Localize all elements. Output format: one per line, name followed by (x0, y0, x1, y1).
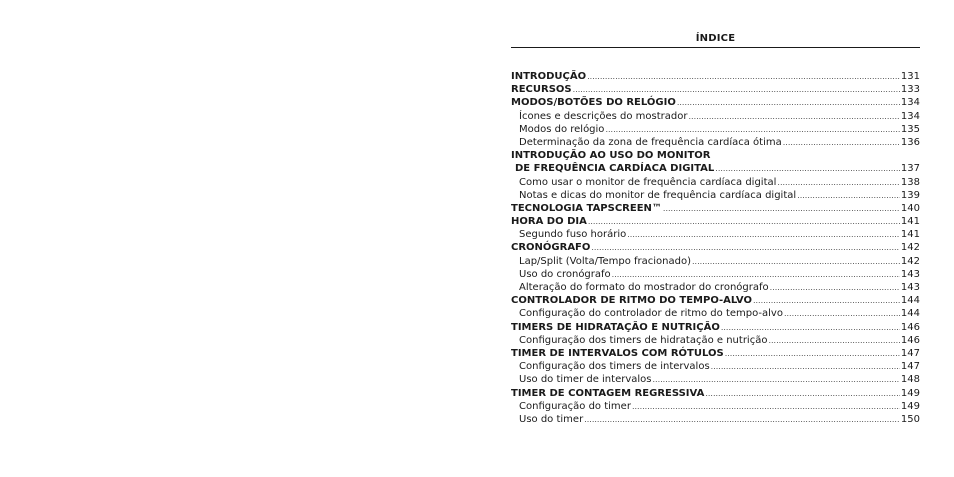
dot-leader (721, 321, 900, 334)
toc-entry-title: Segundo fuso horário (519, 229, 627, 241)
toc-entry-page: 133 (900, 84, 920, 96)
toc-entry[interactable] (511, 110, 920, 123)
toc-entry-title: CRONÓGRAFO (511, 242, 591, 254)
toc-entry-page: 150 (900, 413, 920, 425)
toc-entry-title: TECNOLOGIA TAPSCREEN™ (511, 202, 662, 214)
toc-entry[interactable] (511, 189, 920, 202)
toc-entry[interactable] (511, 334, 920, 347)
dot-leader (588, 215, 900, 228)
dot-leader (705, 387, 900, 400)
toc-entry-page: 142 (900, 242, 920, 254)
toc-entry-title: INTRODUÇÃO (511, 71, 587, 82)
toc-entry-title: TIMER DE CONTAGEM REGRESSIVA (511, 387, 705, 399)
toc-entry-title: Como usar o monitor de frequência cardíaca digital (519, 176, 777, 188)
toc-entry[interactable] (511, 70, 920, 83)
dot-leader (715, 162, 900, 175)
dot-leader (725, 347, 900, 360)
toc-entry-title: INTRODUÇÃO AO USO DO MONITOR (511, 150, 711, 162)
toc-entry-title: Configuração dos timers de intervalos (519, 361, 710, 373)
toc-entry-title: Notas e dicas do monitor de frequência cardíaca digital (519, 189, 797, 201)
toc-entry-page: 136 (900, 136, 920, 148)
toc-entry-page: 147 (900, 361, 920, 373)
dot-leader (591, 241, 900, 254)
toc-entry-page: 141 (900, 216, 920, 228)
dot-leader (587, 70, 900, 83)
dot-leader (605, 123, 899, 136)
dot-leader (612, 268, 900, 281)
table-of-contents (511, 70, 920, 426)
toc-entry-page: 146 (900, 334, 920, 346)
toc-entry[interactable] (511, 387, 920, 400)
toc-entry-title: Uso do timer de intervalos (519, 374, 652, 386)
toc-entry-page: 148 (900, 374, 920, 386)
toc-entry[interactable] (511, 215, 920, 228)
dot-leader (663, 202, 900, 215)
toc-entry[interactable] (511, 123, 920, 136)
toc-entry-page: 137 (900, 163, 920, 175)
title-rule (511, 47, 920, 48)
toc-entry-title: RECURSOS (511, 84, 572, 96)
dot-leader (653, 373, 900, 386)
toc-entry[interactable] (511, 162, 920, 175)
toc-entry[interactable] (511, 321, 920, 334)
toc-entry[interactable] (511, 413, 920, 426)
toc-entry[interactable] (511, 307, 920, 320)
toc-entry-title: Configuração do timer (519, 400, 631, 412)
toc-entry[interactable] (511, 281, 920, 294)
toc-entry-title: Lap/Split (Volta/Tempo fracionado) (519, 255, 691, 267)
dot-leader (753, 294, 900, 307)
toc-entry-title: MODOS/BOTÕES DO RELÓGIO (511, 97, 676, 109)
toc-entry-page: 143 (900, 268, 920, 280)
toc-entry-title: DE FREQUÊNCIA CARDÍACA DIGITAL (515, 163, 715, 175)
toc-entry[interactable] (511, 347, 920, 360)
toc-entry[interactable] (511, 294, 920, 307)
toc-entry[interactable] (511, 360, 920, 373)
dot-leader (627, 228, 900, 241)
dot-leader (632, 400, 900, 413)
toc-entry-title: Modos do relógio (519, 123, 605, 135)
toc-entry-page: 139 (900, 189, 920, 201)
toc-entry[interactable] (511, 255, 920, 268)
toc-entry-title: TIMERS DE HIDRATAÇÃO E NUTRIÇÃO (511, 321, 720, 333)
dot-leader (770, 281, 900, 294)
toc-entry[interactable] (511, 83, 920, 96)
toc-entry-title: Configuração dos timers de hidratação e nutrição (519, 334, 768, 346)
toc-entry-page: 146 (900, 321, 920, 333)
page-title: ÍNDICE (695, 33, 736, 44)
dot-leader (692, 255, 900, 268)
toc-entry-page: 142 (900, 255, 920, 267)
toc-entry-page: 135 (900, 123, 920, 135)
toc-entry[interactable] (511, 136, 920, 149)
dot-leader (768, 334, 899, 347)
dot-leader (688, 110, 899, 123)
toc-entry[interactable] (511, 202, 920, 215)
toc-entry[interactable] (511, 228, 920, 241)
toc-entry-page: 149 (900, 387, 920, 399)
dot-leader (777, 176, 899, 189)
dot-leader (783, 136, 900, 149)
toc-entry-page: 138 (900, 176, 920, 188)
toc-entry-page: 144 (900, 295, 920, 307)
toc-entry-page: 134 (900, 97, 920, 109)
dot-leader (677, 96, 900, 109)
toc-entry-page: 147 (900, 347, 920, 359)
toc-entry[interactable] (511, 96, 920, 109)
toc-entry-title: HORA DO DIA (511, 216, 587, 228)
toc-entry-page: 131 (900, 71, 920, 82)
toc-entry-page: 141 (900, 229, 920, 241)
toc-entry-title: Uso do cronógrafo (519, 268, 611, 280)
dot-leader (573, 83, 900, 96)
toc-entry[interactable] (511, 176, 920, 189)
toc-entry[interactable] (511, 373, 920, 386)
toc-entry-page: 134 (900, 110, 920, 122)
toc-entry-page: 143 (900, 282, 920, 293)
toc-entry-page: 144 (900, 308, 920, 320)
toc-entry-title: CONTROLADOR DE RITMO DO TEMPO-ALVO (511, 295, 752, 307)
toc-entry-title: Ícones e descrições do mostrador (519, 110, 688, 122)
dot-leader (584, 413, 900, 426)
dot-leader (797, 189, 900, 202)
toc-entry[interactable] (511, 241, 920, 254)
toc-entry-title: TIMER DE INTERVALOS COM RÓTULOS (511, 347, 724, 359)
dot-leader (711, 360, 900, 373)
toc-entry[interactable] (511, 400, 920, 413)
toc-entry-page: 140 (900, 202, 920, 214)
toc-entry[interactable] (511, 268, 920, 281)
dot-leader (784, 307, 900, 320)
toc-entry-title: Alteração do formato do mostrador do cronógrafo (519, 282, 769, 293)
toc-page (511, 0, 920, 477)
toc-entry-page: 149 (900, 400, 920, 412)
toc-entry[interactable] (511, 149, 920, 162)
toc-entry-title: Determinação da zona de frequência cardíaca ótima (519, 136, 782, 148)
toc-entry-title: Uso do timer (519, 413, 584, 425)
toc-entry-title: Configuração do controlador de ritmo do tempo-alvo (519, 308, 783, 320)
